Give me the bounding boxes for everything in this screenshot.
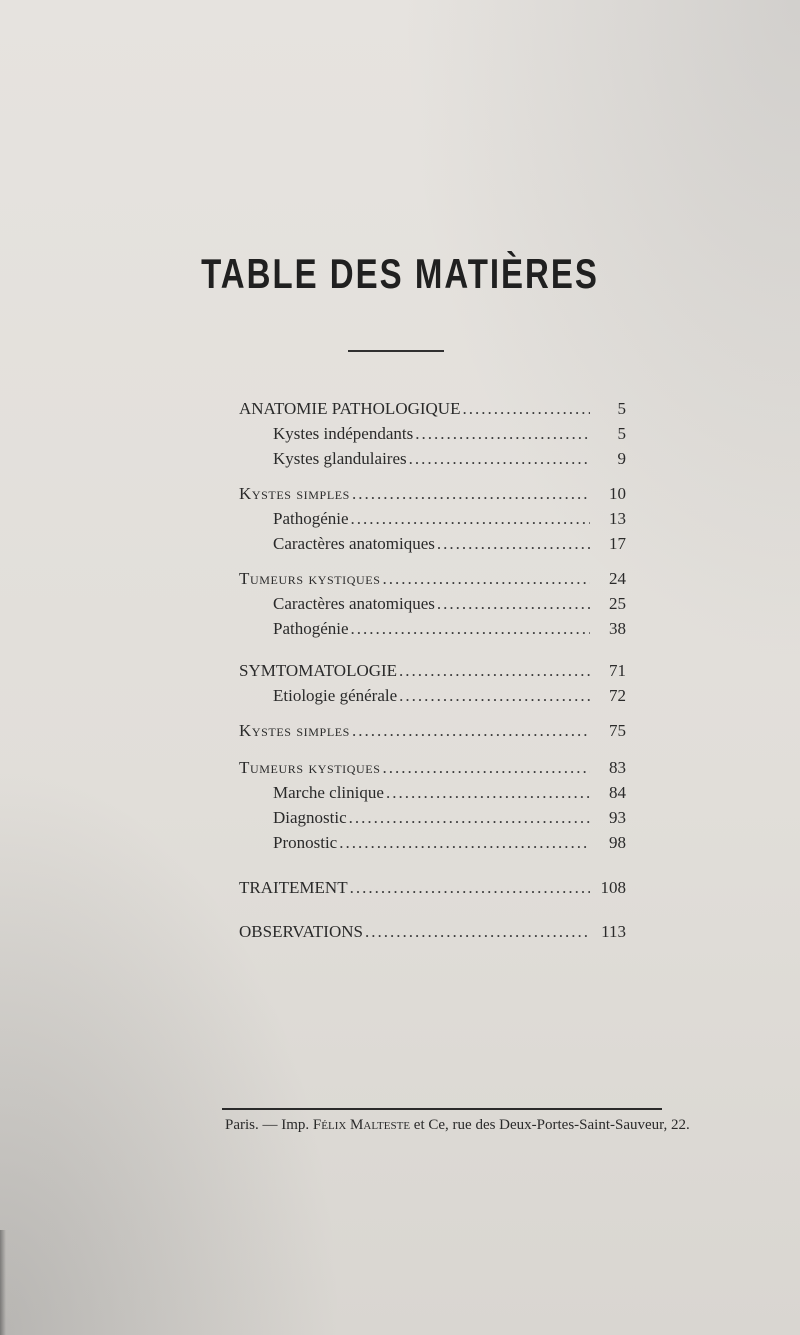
toc-leader (383, 568, 590, 590)
printer-imprint (225, 1117, 690, 1134)
toc-leader (351, 508, 590, 530)
toc-leader (415, 423, 590, 445)
toc-entry (239, 921, 626, 943)
toc-entry (273, 423, 626, 445)
toc-entry-label: ANATOMIE PATHOLOGIQUE (239, 399, 461, 418)
toc-entry-page: 93 (609, 808, 626, 827)
toc-entry-label: Pathogénie (273, 509, 349, 528)
toc-entry-page: 75 (609, 721, 626, 740)
toc-entry (273, 782, 626, 804)
toc-entry-page: 5 (617, 424, 626, 443)
toc-leader (349, 807, 590, 829)
toc-entry (239, 568, 626, 590)
toc-entry-page: 5 (617, 399, 626, 418)
toc-entry (239, 720, 626, 742)
toc-entry-page: 17 (609, 534, 626, 553)
toc-leader (352, 720, 590, 742)
toc-entry (273, 448, 626, 470)
toc-leader (399, 660, 590, 682)
toc-leader (351, 618, 590, 640)
imprint-address: et Ce, rue des Deux-Portes-Saint-Sauveur, 22. (413, 1117, 690, 1133)
toc-entry-label: Pronostic (273, 833, 338, 852)
toc-entry-label: Kystes simples (239, 484, 350, 503)
toc-entry-page: 71 (609, 661, 626, 680)
toc-entry (273, 807, 626, 829)
toc-entry-label: Tumeurs kystiques (239, 569, 381, 588)
imprint-printer: Félix Malteste (312, 1117, 411, 1133)
toc-entry-page: 84 (609, 783, 626, 802)
toc-entry-page: 24 (609, 569, 626, 588)
toc-leader (437, 533, 590, 555)
toc-entry (273, 593, 626, 615)
toc-leader (437, 593, 590, 615)
toc-entry (273, 508, 626, 530)
toc-leader (365, 921, 590, 943)
toc-entry-page: 83 (609, 758, 626, 777)
toc-entry-page: 13 (609, 509, 626, 528)
toc-entry-label: Kystes glandulaires (273, 449, 407, 468)
page-edge-shadow (0, 1230, 6, 1335)
toc-entry-page: 108 (600, 878, 626, 897)
toc-entry-label: Caractères anatomiques (273, 534, 435, 553)
page-title: TABLE DES MATIÈRES (201, 250, 599, 297)
toc-entry-label: OBSERVATIONS (239, 922, 363, 941)
toc-entry (273, 533, 626, 555)
toc-entry (239, 757, 626, 779)
toc-leader (352, 483, 590, 505)
toc-entry (239, 877, 626, 899)
toc-entry (239, 398, 626, 420)
toc-entry (273, 832, 626, 854)
toc-leader (339, 832, 590, 854)
toc-entry-page: 10 (609, 484, 626, 503)
toc-entry-page: 38 (609, 619, 626, 638)
toc-entry-label: Diagnostic (273, 808, 347, 827)
toc-entry (239, 660, 626, 682)
toc-entry-label: Pathogénie (273, 619, 349, 638)
toc-entry-label: Caractères anatomiques (273, 594, 435, 613)
toc-entry-page: 72 (609, 686, 626, 705)
toc-entry-label: Kystes simples (239, 721, 350, 740)
toc-leader (386, 782, 590, 804)
footer-divider (222, 1108, 662, 1110)
toc-entry-label: Kystes indépendants (273, 424, 414, 443)
toc-entry-page: 98 (609, 833, 626, 852)
toc-leader (350, 877, 590, 899)
toc-leader (409, 448, 590, 470)
imprint-prefix: Paris. — Imp. (225, 1117, 310, 1133)
toc-entry (273, 685, 626, 707)
toc-entry-page: 113 (601, 922, 626, 941)
title-divider (348, 350, 444, 352)
toc-entry-label: Etiologie générale (273, 686, 398, 705)
toc-entry (239, 483, 626, 505)
toc-entry (273, 618, 626, 640)
toc-entry-label: SYMTOMATOLOGIE (239, 661, 398, 680)
toc-leader (383, 757, 590, 779)
toc-entry-label: Tumeurs kystiques (239, 758, 381, 777)
toc-leader (399, 685, 590, 707)
toc-entry-label: Marche clinique (273, 783, 384, 802)
toc-entry-label: TRAITEMENT (239, 878, 348, 897)
toc-entry-page: 9 (617, 449, 626, 468)
toc-entry-page: 25 (609, 594, 626, 613)
toc-leader (462, 398, 590, 420)
